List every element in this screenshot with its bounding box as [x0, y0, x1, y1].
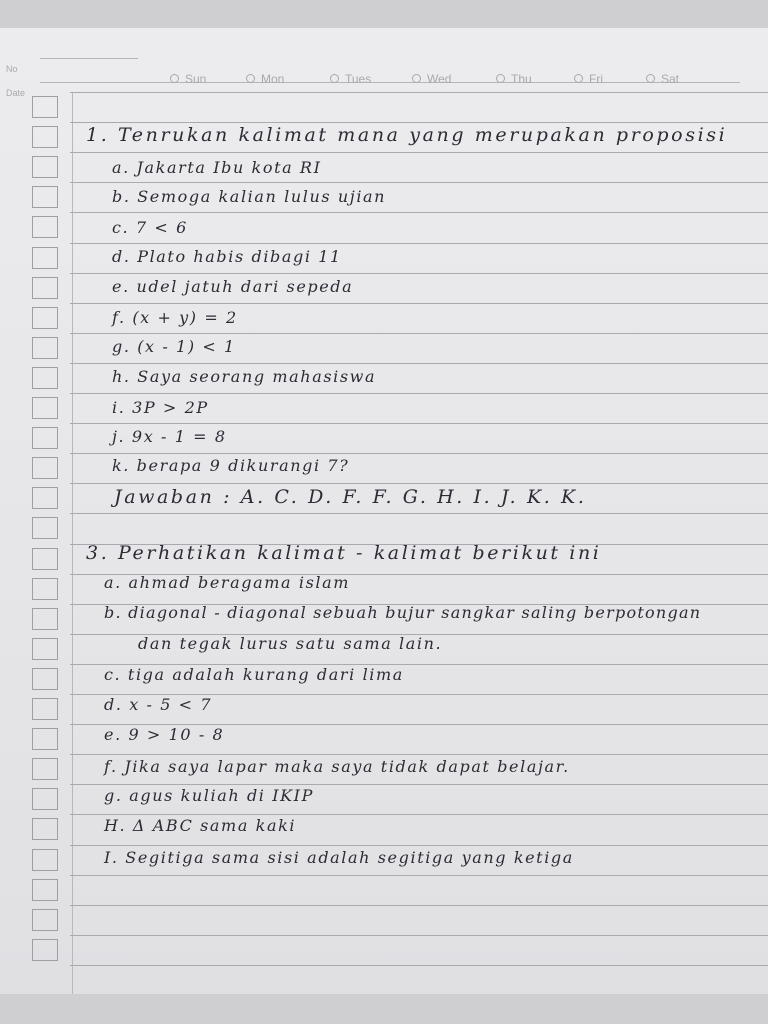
margin-box	[32, 487, 58, 509]
list-item: dan tegak lurus satu sama lain.	[138, 634, 443, 653]
list-item: k. berapa 9 dikurangi 7?	[112, 456, 350, 475]
list-item: d. Plato habis dibagi 11	[112, 247, 342, 266]
day-sun[interactable]: Sun	[170, 72, 206, 86]
ruled-line	[70, 965, 768, 966]
ruled-line	[70, 273, 768, 274]
no-field-line	[40, 58, 138, 59]
margin-box	[32, 728, 58, 750]
margin-box	[32, 96, 58, 118]
list-item: f. (x + y) = 2	[112, 308, 238, 327]
date-label: Date	[6, 88, 26, 98]
page-header	[0, 28, 768, 98]
list-item: I. Segitiga sama sisi adalah segitiga yang ketiga	[104, 848, 574, 867]
list-item: i. 3P > 2P	[112, 398, 209, 417]
ruled-line	[70, 393, 768, 394]
list-item: c. 7 < 6	[112, 218, 188, 237]
list-item: e. 9 > 10 - 8	[104, 725, 225, 744]
list-item: h. Saya seorang mahasiswa	[112, 367, 377, 386]
margin-box	[32, 578, 58, 600]
margin-box	[32, 548, 58, 570]
list-item: b. diagonal - diagonal sebuah bujur sangkar saling berpotongan	[104, 603, 702, 622]
circle-icon	[646, 74, 655, 83]
margin-box	[32, 186, 58, 208]
margin-box	[32, 156, 58, 178]
ruled-line	[70, 875, 768, 876]
ruled-line	[70, 483, 768, 484]
margin-box	[32, 849, 58, 871]
ruled-line	[70, 333, 768, 334]
circle-icon	[246, 74, 255, 83]
list-item: d. x - 5 < 7	[104, 695, 213, 714]
list-item: b. Semoga kalian lulus ujian	[112, 187, 387, 206]
margin-box	[32, 788, 58, 810]
list-item: a. Jakarta Ibu kota RI	[112, 158, 322, 177]
section-1-title: 1. Tenrukan kalimat mana yang merupakan proposisi	[86, 124, 728, 146]
day-mon[interactable]: Mon	[246, 72, 284, 86]
ruled-line	[70, 513, 768, 514]
margin-box	[32, 608, 58, 630]
margin-box	[32, 638, 58, 660]
ruled-line	[70, 784, 768, 785]
ruled-line	[70, 453, 768, 454]
margin-box	[32, 818, 58, 840]
ruled-line	[70, 92, 768, 93]
section-3-title: 3. Perhatikan kalimat - kalimat berikut ini	[86, 542, 602, 564]
margin-box	[32, 457, 58, 479]
margin-box	[32, 397, 58, 419]
day-wed[interactable]: Wed	[412, 72, 451, 86]
margin-box	[32, 247, 58, 269]
margin-box	[32, 939, 58, 961]
margin-line	[72, 92, 73, 994]
ruled-line	[70, 905, 768, 906]
ruled-line	[70, 303, 768, 304]
ruled-line	[70, 423, 768, 424]
list-item: a. ahmad beragama islam	[104, 573, 351, 592]
notebook-page	[0, 28, 768, 994]
ruled-line	[70, 243, 768, 244]
margin-box	[32, 337, 58, 359]
margin-box	[32, 367, 58, 389]
ruled-line	[70, 152, 768, 153]
weekday-selector	[150, 72, 750, 86]
margin-box	[32, 517, 58, 539]
margin-box	[32, 879, 58, 901]
ruled-line	[70, 845, 768, 846]
list-item: e. udel jatuh dari sepeda	[112, 277, 354, 296]
list-item: g. agus kuliah di IKIP	[104, 786, 314, 805]
margin-box	[32, 126, 58, 148]
list-item: c. tiga adalah kurang dari lima	[104, 665, 404, 684]
ruled-line	[70, 212, 768, 213]
list-item: g. (x - 1) < 1	[112, 337, 236, 356]
margin-box	[32, 277, 58, 299]
circle-icon	[496, 74, 505, 83]
margin-box	[32, 668, 58, 690]
answer-line: Jawaban : A. C. D. F. F. G. H. I. J. K. K.	[114, 486, 587, 508]
ruled-line	[70, 814, 768, 815]
ruled-line	[70, 363, 768, 364]
day-fri[interactable]: Fri	[574, 72, 603, 86]
margin-box	[32, 909, 58, 931]
ruled-line	[70, 754, 768, 755]
ruled-line	[70, 122, 768, 123]
margin-box	[32, 216, 58, 238]
circle-icon	[574, 74, 583, 83]
list-item: H. Δ ABC sama kaki	[104, 816, 297, 835]
margin-box	[32, 698, 58, 720]
circle-icon	[330, 74, 339, 83]
ruled-line	[70, 935, 768, 936]
circle-icon	[170, 74, 179, 83]
no-label: No	[6, 64, 18, 74]
day-sat[interactable]: Sat	[646, 72, 679, 86]
day-thu[interactable]: Thu	[496, 72, 532, 86]
margin-box	[32, 427, 58, 449]
list-item: j. 9x - 1 = 8	[112, 427, 227, 446]
list-item: f. Jika saya lapar maka saya tidak dapat belajar.	[104, 757, 570, 776]
ruled-line	[70, 182, 768, 183]
day-tues[interactable]: Tues	[330, 72, 371, 86]
margin-box	[32, 758, 58, 780]
circle-icon	[412, 74, 421, 83]
margin-box	[32, 307, 58, 329]
